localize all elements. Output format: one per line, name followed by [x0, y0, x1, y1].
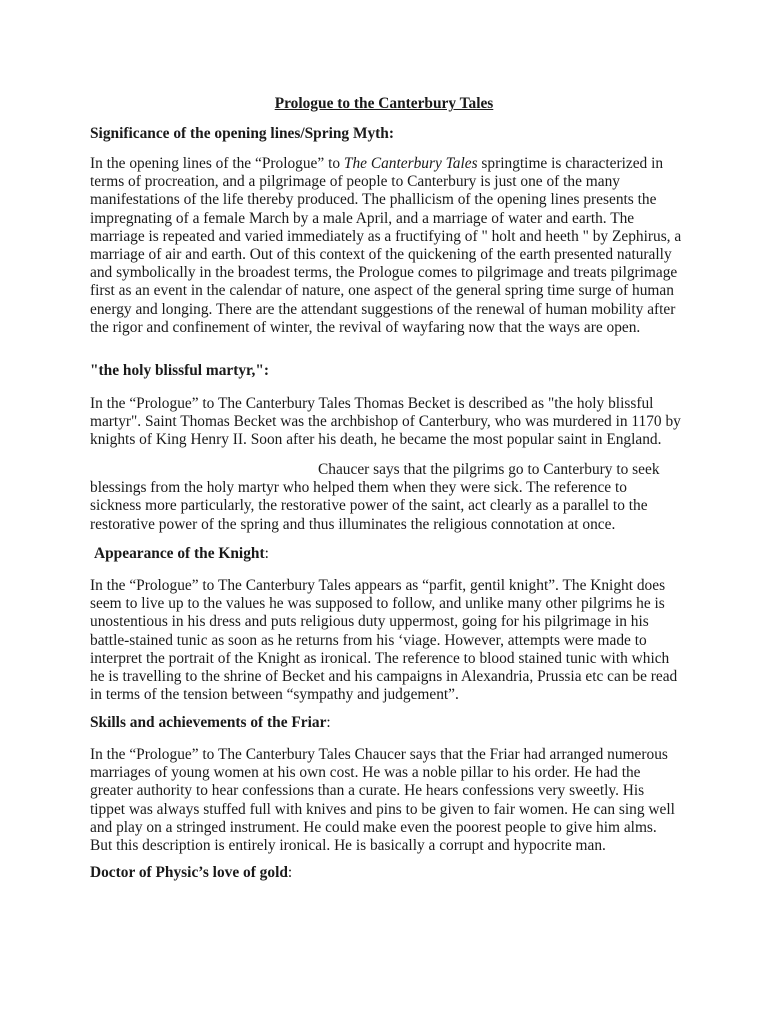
paragraph-becket: In the “Prologue” to The Canterbury Tales Thomas Becket is described as "the holy blissful martyr". Saint Thomas Becket was the archbishop of Canterbury, who was murdered in 1170 by knights of King Henry II. Soon after his death, he became the most popular saint in England. [90, 395, 681, 449]
section-heading-spring-myth: Significance of the opening lines/Spring Myth: [90, 125, 394, 142]
paragraph-text: Chaucer says that the pilgrims go to Canterbury to seek blessings from the holy martyr who helped them when they were sick. The reference to sickness more particularly, the restorative power of the saint, act clearly as a parallel to the restorative power of the spring and thus illuminates the religious connotation at once. [90, 461, 660, 533]
paragraph-friar: In the “Prologue” to The Canterbury Tales Chaucer says that the Friar had arranged numerous marriages of young women at his own cost. He was a noble pillar to his order. He had the greater authority to hear confessions than a curate. He hears confessions very sweetly. His tippet was always stuffed full with knives and pins to be given to fair women. He can sing well and play on a stringed instrument. He could make even the poorest people to give him alms. But this description is entirely ironical. He is basically a corrupt and hypocrite man. [90, 746, 675, 855]
section-heading-knight [90, 545, 686, 563]
paragraph-knight: In the “Prologue” to The Canterbury Tales appears as “parfit, gentil knight”. The Knight does seem to live up to the values he was supposed to follow, and unlike many other pilgrims he is unostentious in his dress and puts religious duty uppermost, going for his pilgrimage in his battle-stained tunic as soon as he returns from his ‘viage. However, attempts were made to interpret the portrait of the Knight as ironical. The reference to blood stained tunic with which he is travelling to the shrine of Becket and his campaigns in Alexandria, Prussia etc can be read in terms of the tension between “sympathy and judgement”. [90, 577, 678, 704]
paragraph-pilgrims-blessings-full [90, 461, 682, 534]
page-title: Prologue to the Canterbury Tales [274, 95, 494, 112]
paragraph-spring-myth [90, 155, 682, 337]
heading-text: Appearance of the Knight [94, 545, 265, 562]
heading-text: Skills and achievements of the Friar [90, 714, 327, 731]
paragraph-text: In the opening lines of the “Prologue” to [90, 155, 344, 172]
section-heading-martyr: "the holy blissful martyr,": [90, 362, 269, 379]
section-heading-doctor [90, 864, 682, 882]
paragraph-text: springtime is characterized in terms of procreation, and a pilgrimage of people to Canterbury is just one of the many manifestations of the life thereby produced. The phallicism of the opening lines presents the impregnating of a female March by a male April, and a marriage of water and earth. The marriage is repeated and varied immediately as a fructifying of " holt and heeth " by Zephirus, a marriage of air and earth. Out of this context of the quickening of the earth presented naturally and symbolically in the broadest terms, the Prologue comes to pilgrimage and treats pilgrimage first as an event in the calendar of nature, one aspect of the general spring time surge of human energy and longing. There are the attendant suggestions of the renewal of human mobility after the rigor and confinement of winter, the revival of wayfaring now that the ways are open. [90, 155, 682, 336]
heading-colon: : [287, 864, 293, 881]
book-title-italic: The Canterbury Tales [343, 155, 478, 172]
heading-colon: : [326, 714, 331, 731]
heading-colon: : [264, 545, 269, 562]
heading-text: Doctor of Physic’s love of gold [90, 864, 288, 881]
section-heading-friar [90, 714, 682, 732]
